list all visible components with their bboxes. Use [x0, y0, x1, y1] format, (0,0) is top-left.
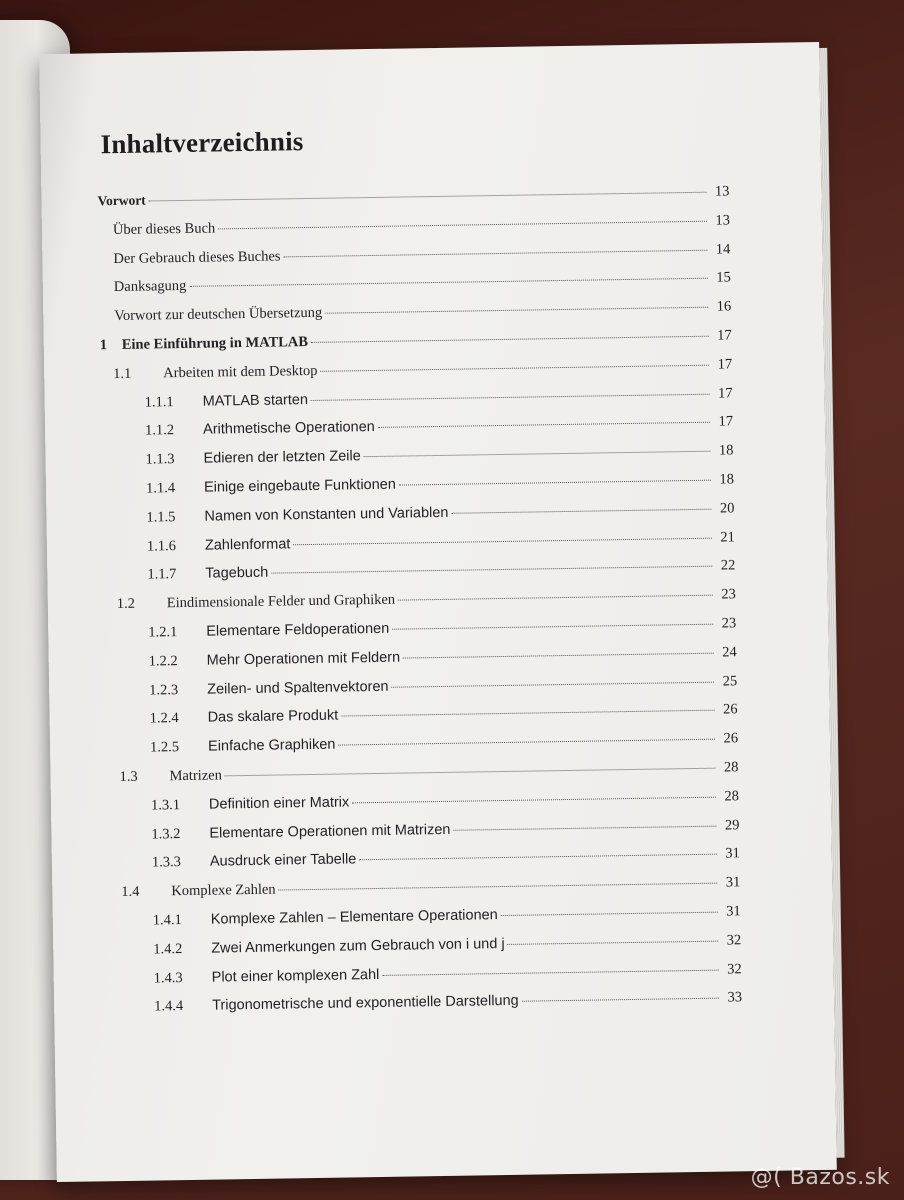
dot-leader	[279, 883, 718, 891]
dot-leader	[399, 480, 711, 486]
toc-entry-title: Danksagung	[113, 278, 187, 296]
toc-entry-title: Ausdruck einer Tabelle	[209, 851, 357, 870]
table-of-contents	[97, 183, 742, 1028]
toc-entry-page: 17	[718, 413, 734, 430]
toc-entry-number: 1.4.1	[152, 911, 182, 929]
toc-entry-page: 13	[715, 212, 731, 229]
dot-leader	[378, 422, 710, 428]
toc-entry-page: 32	[726, 931, 742, 949]
toc-entry-page: 28	[723, 759, 739, 776]
toc-entry-number: 1.2	[116, 595, 136, 613]
toc-entry-number: 1.1.6	[146, 537, 177, 555]
toc-entry-title: Elementare Feldoperationen	[206, 620, 390, 640]
book-page	[39, 42, 837, 1182]
dot-leader	[149, 192, 707, 202]
toc-entry-page: 28	[724, 788, 740, 805]
toc-entry-page: 18	[718, 442, 734, 459]
dot-leader	[311, 336, 709, 343]
toc-entry-number: 1.1.2	[144, 422, 175, 439]
dot-leader	[218, 221, 707, 230]
toc-entry-title: Eine Einführung in MATLAB	[121, 333, 309, 353]
toc-entry-title: Der Gebrauch dieses Buches	[113, 248, 281, 267]
toc-entry-title: Trigonometrische und exponentielle Darstellung	[212, 993, 519, 1014]
toc-entry-page: 14	[715, 240, 731, 258]
toc-entry-number: 1.2.4	[149, 710, 179, 727]
toc-entry-title: Matrizen	[169, 767, 223, 785]
toc-entry-title: Arithmetische Operationen	[202, 419, 375, 439]
toc-entry-page: 31	[725, 845, 740, 862]
toc-entry-number: 1.4.4	[154, 998, 184, 1015]
toc-entry-page: 16	[716, 298, 732, 315]
toc-entry-page: 17	[717, 356, 733, 373]
dot-leader	[338, 739, 715, 746]
toc-entry-page: 31	[726, 903, 741, 920]
dot-leader	[508, 940, 719, 944]
toc-entry-title: Einfache Graphiken	[207, 736, 336, 755]
toc-entry-page: 32	[727, 960, 742, 978]
dot-leader	[453, 825, 716, 830]
toc-entry-title: Arbeiten mit dem Desktop	[163, 362, 318, 382]
toc-entry-title: Komplexe Zahlen – Elementare Operationen	[210, 907, 498, 928]
dot-leader	[189, 278, 707, 287]
toc-entry-title: Tagebuch	[205, 565, 269, 583]
dot-leader	[392, 624, 713, 630]
toc-entry-page: 13	[714, 183, 730, 200]
dot-leader	[283, 249, 707, 257]
toc-entry-number: 1.4.2	[153, 940, 183, 958]
toc-entry-title: Eindimensionale Felder und Graphiken	[166, 591, 396, 612]
toc-entry-title: Mehr Operationen mit Feldern	[206, 649, 401, 669]
toc-entry-page: 17	[717, 384, 733, 402]
toc-entry-page: 33	[727, 989, 743, 1006]
toc-entry-number: 1.1.1	[144, 393, 174, 411]
toc-entry-page: 24	[722, 644, 737, 661]
dot-leader	[293, 537, 712, 545]
toc-entry-title: Komplexe Zahlen	[171, 881, 276, 900]
toc-entry-page: 26	[722, 701, 738, 718]
toc-entry-title: Einige eingebaute Funktionen	[203, 476, 396, 496]
toc-entry-number: 1.1.5	[146, 508, 176, 526]
toc-entry-page: 17	[717, 327, 732, 344]
page-title: Inhaltverzeichnis	[100, 126, 304, 160]
toc-entry-number: 1.4.3	[153, 969, 183, 987]
toc-entry-title: Zeilen- und Spaltenvektoren	[207, 678, 389, 698]
dot-leader	[325, 307, 708, 314]
dot-leader	[341, 710, 714, 717]
toc-entry-title: Vorwort	[97, 192, 146, 209]
dot-leader	[392, 681, 715, 687]
toc-entry-number: 1.1.4	[145, 480, 176, 497]
toc-entry-number: 1.2.2	[148, 652, 178, 670]
toc-entry-page: 21	[720, 528, 735, 546]
dot-leader	[320, 364, 709, 371]
dot-leader	[352, 796, 716, 803]
toc-entry-page: 29	[724, 816, 740, 834]
toc-entry-title: Elementare Operationen mit Matrizen	[209, 821, 451, 842]
toc-entry-number: 1.2.5	[149, 739, 180, 756]
toc-entry-number: 1.1.3	[145, 451, 175, 468]
toc-entry-number: 1	[99, 337, 108, 354]
toc-entry-number: 1.3.2	[151, 825, 181, 843]
toc-entry-title: Vorwort zur deutschen Übersetzung	[114, 304, 323, 325]
toc-entry-title: Definition einer Matrix	[208, 794, 350, 813]
toc-entry-page: 22	[720, 557, 736, 574]
toc-entry-title: Namen von Konstanten und Variablen	[204, 504, 449, 525]
dot-leader	[271, 566, 712, 574]
toc-entry-number: 1.3	[119, 768, 138, 785]
dot-leader	[225, 768, 716, 777]
toc-entry-number: 1.4	[121, 883, 140, 901]
watermark: @( Bazos.sk	[750, 1165, 890, 1190]
toc-entry-number: 1.1.7	[147, 566, 177, 583]
toc-entry-title: MATLAB starten	[202, 391, 309, 410]
toc-entry-number: 1.2.3	[149, 681, 179, 699]
toc-entry-title: Zwei Anmerkungen zum Gebrauch von i und j	[211, 935, 505, 957]
toc-entry-page: 18	[719, 471, 735, 488]
toc-entry-page: 31	[725, 874, 741, 891]
dot-leader	[364, 451, 711, 457]
toc-entry-page: 20	[719, 500, 735, 517]
dot-leader	[398, 595, 713, 601]
toc-entry-title: Zahlenformat	[204, 535, 291, 554]
toc-entry-page: 23	[721, 586, 736, 603]
toc-entry-page: 26	[723, 730, 739, 747]
dot-leader	[501, 912, 718, 916]
toc-entry-page: 25	[722, 672, 738, 690]
dot-leader	[403, 652, 714, 658]
toc-entry-page: 23	[721, 615, 737, 632]
dot-leader	[311, 393, 710, 400]
toc-entry-title: Plot einer komplexen Zahl	[211, 966, 380, 986]
toc-entry-number: 1.2.1	[148, 624, 178, 641]
dot-leader	[359, 854, 717, 861]
toc-entry-number: 1.3.3	[151, 854, 182, 871]
toc-entry-number: 1.1	[113, 365, 132, 382]
toc-entry-page: 15	[716, 269, 731, 286]
toc-entry-title: Über dieses Buch	[112, 220, 216, 238]
dot-leader	[451, 508, 711, 513]
toc-entry-title: Das skalare Produkt	[207, 707, 339, 726]
dot-leader	[522, 998, 719, 1002]
toc-entry-title: Edieren der letzten Zeile	[203, 448, 361, 467]
toc-entry-number: 1.3.1	[150, 796, 181, 814]
dot-leader	[382, 969, 718, 975]
